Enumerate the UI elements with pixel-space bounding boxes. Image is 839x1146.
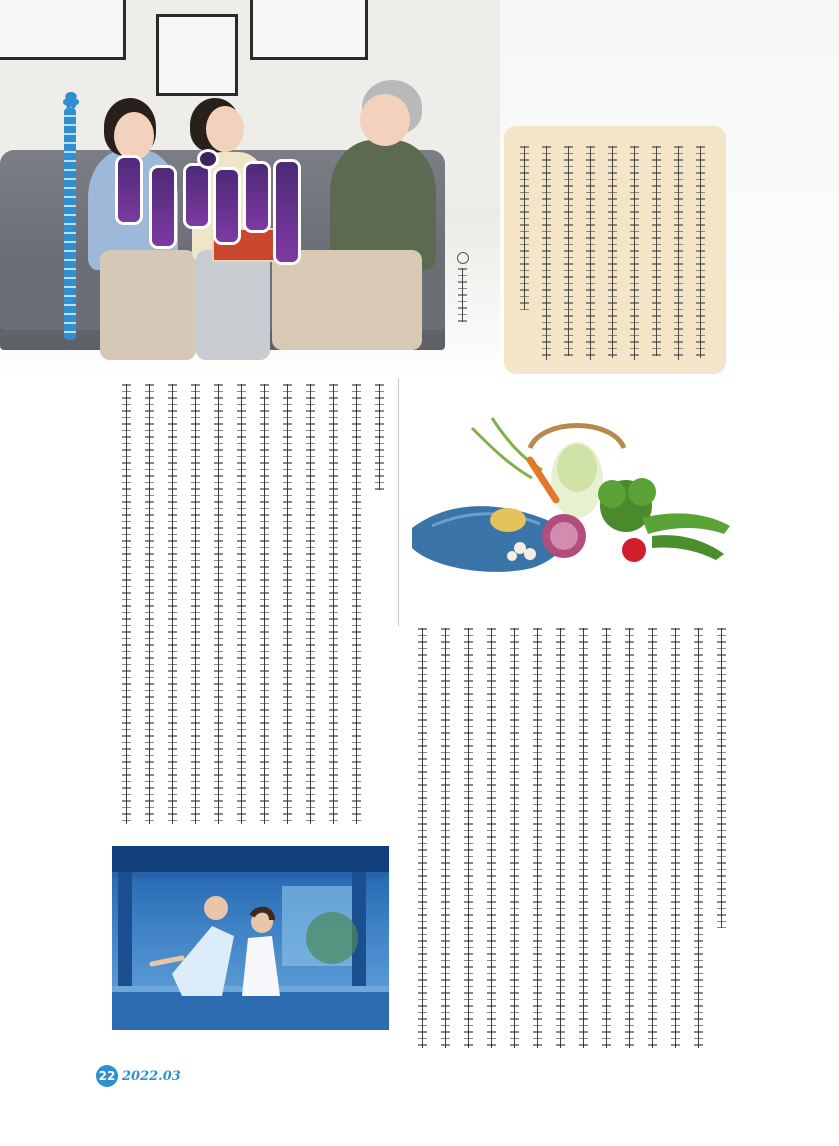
wall-frame — [156, 14, 238, 96]
page-number: 22 — [96, 1065, 118, 1087]
title-subtitle-column — [64, 108, 76, 340]
page-folio — [96, 1065, 181, 1087]
note-box — [504, 126, 726, 374]
title-ornament-dot — [200, 152, 216, 166]
photo-credit — [457, 252, 471, 322]
wall-frame — [250, 0, 368, 60]
text-column — [544, 146, 549, 360]
wall-frame — [0, 0, 126, 60]
column-separator — [398, 378, 399, 626]
face — [360, 94, 410, 146]
vegetable-basket-photo — [412, 408, 734, 580]
text-column — [522, 146, 527, 310]
text-column — [566, 146, 571, 356]
circle-icon — [457, 252, 469, 264]
face — [206, 106, 244, 152]
text-column — [654, 146, 659, 356]
face — [114, 112, 154, 160]
text-column — [676, 146, 681, 360]
article-title — [118, 158, 298, 268]
text-column — [610, 146, 615, 358]
text-column — [588, 146, 593, 360]
issue-date: 2022.03 — [122, 1068, 181, 1084]
couple-on-terrace-photo — [112, 846, 389, 1030]
text-column — [632, 146, 637, 360]
text-column — [698, 146, 703, 358]
